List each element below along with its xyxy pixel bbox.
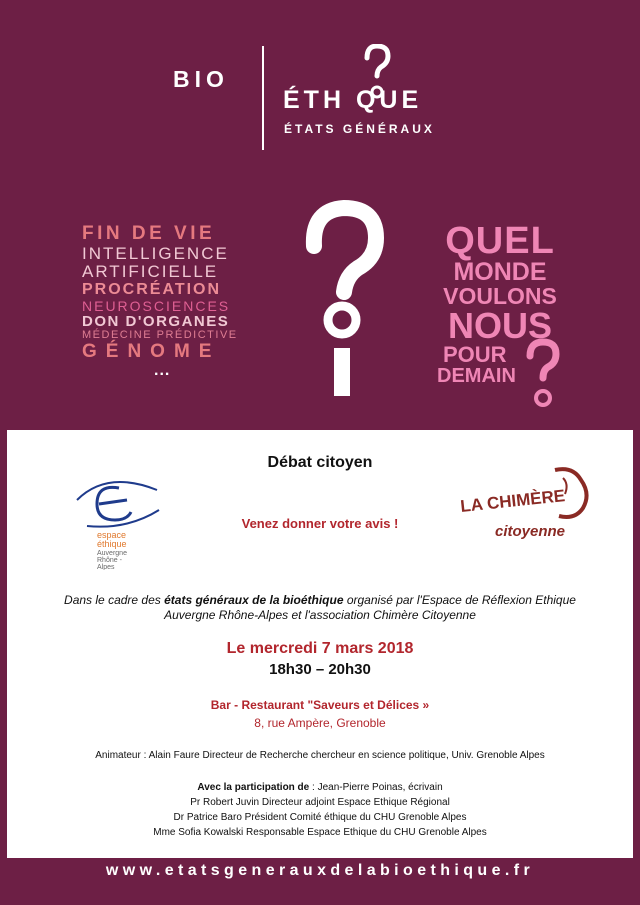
logo-ee-line2: éthique: [97, 539, 127, 549]
intro-line2: Auvergne Rhône-Alpes et l'association Chimère Citoyenne: [164, 608, 476, 622]
intro-before: Dans le cadre des: [64, 593, 165, 607]
topic-item: PROCRÉATION: [82, 281, 222, 299]
animator-text: Animateur : Alain Faure Directeur de Recherche chercheur en science politique, Univ. Grenoble Alpes: [95, 750, 545, 761]
topic-item: FIN DE VIE: [82, 223, 216, 244]
logo-etats-generaux: ÉTATS GÉNÉRAUX: [284, 122, 435, 136]
footer-url: www.etatsgenerauxdelabioethique.fr: [105, 862, 535, 879]
logo-ee-line3: Auvergne: [97, 550, 127, 557]
logo-ee-line1: espace: [97, 530, 127, 540]
logo-ch-line2: citoyenne: [495, 523, 566, 540]
poster-header: [0, 0, 640, 430]
intro-after: organisé par l'Espace de Réflexion Ethique: [343, 593, 576, 607]
topic-item: DON D'ORGANES: [82, 312, 230, 330]
topic-item: GÉNOME: [82, 340, 221, 362]
participant-item: Pr Robert Juvin Directeur adjoint Espace Ethique Régional: [190, 797, 450, 808]
topic-item: INTELLIGENCE: [82, 243, 229, 263]
participants: [7, 780, 633, 840]
espace-ethique-logo: [67, 460, 167, 570]
participation-rest: : Jean-Pierre Poinas, écrivain: [309, 782, 443, 793]
chimere-citoyenne-logo: [455, 464, 605, 548]
info-panel: [7, 430, 633, 858]
slogan-line: MONDE: [453, 258, 547, 286]
topic-item: MÉDECINE PRÉDICTIVE: [82, 328, 238, 341]
topic-item: NEUROSCIENCES: [82, 297, 231, 314]
event-address: 8, rue Ampère, Grenoble: [254, 716, 386, 730]
topics-list: [82, 224, 254, 379]
big-question-icon: [296, 200, 388, 400]
logo-ee-line5: Alpes: [97, 564, 115, 570]
logo-ee-line4: Rhône -: [97, 557, 122, 564]
logo-bio-text: BIO: [173, 66, 229, 92]
logo-divider: [262, 46, 264, 150]
slogan-line: DEMAIN: [437, 365, 516, 387]
slogan-line: POUR: [443, 342, 507, 367]
slogan-line: VOULONS: [443, 283, 557, 309]
event-date: Le mercredi 7 mars 2018: [226, 640, 414, 657]
slogan-question-icon: [524, 338, 562, 414]
topic-item: ...: [154, 362, 171, 380]
logo-question-icon: [362, 44, 392, 114]
intro-text: [27, 593, 613, 623]
participant-item: Mme Sofia Kowalski Responsable Espace Ethique du CHU Grenoble Alpes: [153, 827, 487, 838]
event-hours: 18h30 – 20h30: [269, 661, 371, 678]
participant-item: Dr Patrice Baro Président Comité éthique du CHU Grenoble Alpes: [173, 812, 467, 823]
logo-ch-line1: LA CHIMÈRE: [459, 486, 566, 516]
panel-title: Débat citoyen: [267, 454, 373, 471]
event-venue: Bar - Restaurant "Saveurs et Délices »: [210, 698, 430, 712]
slogan-line: QUEL: [445, 220, 555, 262]
logo-ethique-text: ÉTH QUE: [283, 86, 423, 114]
participation-label: Avec la participation de: [197, 782, 310, 793]
panel-subtitle: Venez donner votre avis !: [241, 516, 399, 531]
intro-bold: états généraux de la bioéthique: [164, 593, 344, 607]
slogan-line: NOUS: [447, 305, 552, 346]
topic-item: ARTIFICIELLE: [82, 261, 219, 281]
